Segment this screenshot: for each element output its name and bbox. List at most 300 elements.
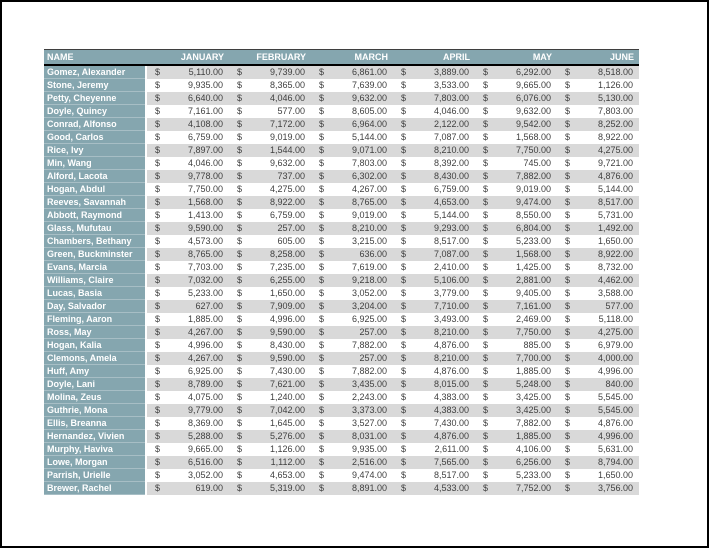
column-header-name[interactable]: NAME — [47, 52, 74, 62]
employee-name-cell[interactable]: Brewer, Rachel — [44, 482, 145, 495]
month-value-cell[interactable] — [557, 482, 639, 495]
month-value-cell[interactable] — [311, 443, 393, 456]
month-value-cell[interactable] — [147, 391, 229, 404]
month-value-cell[interactable] — [557, 209, 639, 222]
month-value-cell[interactable] — [229, 313, 311, 326]
month-value-cell[interactable] — [311, 404, 393, 417]
employee-name-cell[interactable]: Day, Salvador — [44, 300, 145, 313]
month-value-cell[interactable] — [147, 170, 229, 183]
month-value-cell[interactable] — [311, 313, 393, 326]
month-value-cell[interactable] — [229, 456, 311, 469]
employee-name-cell[interactable]: Hernandez, Vivien — [44, 430, 145, 443]
month-value-cell[interactable] — [475, 66, 557, 79]
employee-name-cell[interactable]: Guthrie, Mona — [44, 404, 145, 417]
amount-value: 9,474.00 — [351, 470, 387, 480]
month-value-cell[interactable] — [229, 300, 311, 313]
month-value-cell[interactable] — [229, 196, 311, 209]
currency-symbol: $ — [319, 132, 325, 142]
month-value-cell[interactable] — [475, 105, 557, 118]
table-row — [44, 443, 639, 456]
currency-symbol: $ — [237, 431, 243, 441]
month-value-cell[interactable] — [311, 287, 393, 300]
table-body — [44, 66, 639, 495]
month-value-cell[interactable] — [475, 261, 557, 274]
month-value-cell[interactable] — [475, 417, 557, 430]
amount-value: 5,106.00 — [433, 275, 469, 285]
month-value-cell[interactable] — [229, 339, 311, 352]
month-value-cell[interactable] — [557, 287, 639, 300]
employee-name-cell[interactable]: Molina, Zeus — [44, 391, 145, 404]
month-value-cell[interactable] — [393, 235, 475, 248]
month-value-cell[interactable] — [475, 313, 557, 326]
employee-name-cell[interactable]: Lucas, Basia — [44, 287, 145, 300]
month-value-cell[interactable] — [229, 287, 311, 300]
month-value-cell[interactable] — [147, 222, 229, 235]
month-value-cell[interactable] — [393, 482, 475, 495]
amount-value: 8,517.00 — [433, 236, 469, 246]
month-value-cell[interactable] — [229, 248, 311, 261]
month-value-cell[interactable] — [229, 105, 311, 118]
month-value-cell[interactable] — [393, 131, 475, 144]
month-value-cell[interactable] — [311, 417, 393, 430]
column-header-june[interactable]: JUNE — [609, 52, 634, 62]
employee-name-cell[interactable]: Fleming, Aaron — [44, 313, 145, 326]
month-value-cell[interactable] — [311, 157, 393, 170]
month-value-cell[interactable] — [393, 261, 475, 274]
employee-name-cell[interactable]: Williams, Claire — [44, 274, 145, 287]
month-value-cell[interactable] — [229, 131, 311, 144]
month-value-cell[interactable] — [393, 313, 475, 326]
currency-symbol: $ — [319, 275, 325, 285]
month-value-cell[interactable] — [393, 469, 475, 482]
currency-symbol: $ — [237, 444, 243, 454]
currency-symbol: $ — [155, 444, 161, 454]
month-value-cell[interactable] — [393, 196, 475, 209]
currency-symbol: $ — [319, 418, 325, 428]
currency-symbol: $ — [237, 93, 243, 103]
employee-name-cell[interactable]: Alford, Lacota — [44, 170, 145, 183]
month-value-cell[interactable] — [475, 183, 557, 196]
month-value-cell[interactable] — [557, 404, 639, 417]
employee-name-cell[interactable]: Murphy, Haviva — [44, 443, 145, 456]
amount-value: 3,493.00 — [433, 314, 469, 324]
month-value-cell[interactable] — [147, 248, 229, 261]
month-value-cell[interactable] — [557, 157, 639, 170]
month-value-cell[interactable] — [311, 274, 393, 287]
month-value-cell[interactable] — [475, 326, 557, 339]
month-value-cell[interactable] — [229, 443, 311, 456]
month-value-cell[interactable] — [311, 248, 393, 261]
month-value-cell[interactable] — [557, 339, 639, 352]
month-value-cell[interactable] — [557, 456, 639, 469]
currency-symbol: $ — [319, 314, 325, 324]
employee-name-cell[interactable]: Lowe, Morgan — [44, 456, 145, 469]
amount-value: 4,573.00 — [187, 236, 223, 246]
month-value-cell[interactable] — [147, 365, 229, 378]
month-value-cell[interactable] — [229, 417, 311, 430]
month-value-cell[interactable] — [393, 144, 475, 157]
month-value-cell[interactable] — [393, 365, 475, 378]
month-value-cell[interactable] — [147, 131, 229, 144]
month-value-cell[interactable] — [147, 287, 229, 300]
month-value-cell[interactable] — [475, 157, 557, 170]
currency-symbol: $ — [237, 418, 243, 428]
month-value-cell[interactable] — [475, 300, 557, 313]
month-value-cell[interactable] — [475, 144, 557, 157]
amount-value: 4,275.00 — [269, 184, 305, 194]
month-value-cell[interactable] — [229, 352, 311, 365]
month-value-cell[interactable] — [393, 326, 475, 339]
month-value-cell[interactable] — [311, 92, 393, 105]
amount-value: 4,653.00 — [433, 197, 469, 207]
month-value-cell[interactable] — [311, 131, 393, 144]
amount-value: 9,293.00 — [433, 223, 469, 233]
month-value-cell[interactable] — [475, 79, 557, 92]
currency-symbol: $ — [483, 106, 489, 116]
amount-value: 1,650.00 — [269, 288, 305, 298]
table-row — [44, 209, 639, 222]
month-value-cell[interactable] — [393, 209, 475, 222]
month-value-cell[interactable] — [393, 274, 475, 287]
month-value-cell[interactable] — [475, 456, 557, 469]
month-value-cell[interactable] — [557, 79, 639, 92]
month-value-cell[interactable] — [557, 313, 639, 326]
column-header-march[interactable]: MARCH — [354, 52, 388, 62]
column-header-may[interactable]: MAY — [532, 52, 552, 62]
month-value-cell[interactable] — [393, 456, 475, 469]
month-value-cell[interactable] — [475, 482, 557, 495]
month-value-cell[interactable] — [475, 352, 557, 365]
month-value-cell[interactable] — [393, 92, 475, 105]
month-value-cell[interactable] — [393, 183, 475, 196]
amount-value: 7,639.00 — [351, 80, 387, 90]
month-value-cell[interactable] — [475, 430, 557, 443]
currency-symbol: $ — [237, 249, 243, 259]
month-value-cell[interactable] — [475, 443, 557, 456]
month-value-cell[interactable] — [229, 209, 311, 222]
month-value-cell[interactable] — [557, 235, 639, 248]
month-value-cell[interactable] — [147, 326, 229, 339]
month-value-cell[interactable] — [229, 482, 311, 495]
month-value-cell[interactable] — [147, 274, 229, 287]
currency-symbol: $ — [483, 405, 489, 415]
month-value-cell[interactable] — [557, 105, 639, 118]
month-value-cell[interactable] — [147, 183, 229, 196]
month-value-cell[interactable] — [229, 92, 311, 105]
month-value-cell[interactable] — [147, 339, 229, 352]
column-header-april[interactable]: APRIL — [443, 52, 470, 62]
month-value-cell[interactable] — [475, 378, 557, 391]
month-value-cell[interactable] — [393, 300, 475, 313]
currency-symbol: $ — [565, 275, 571, 285]
month-value-cell[interactable] — [147, 92, 229, 105]
amount-value: 2,410.00 — [433, 262, 469, 272]
month-value-cell[interactable] — [475, 274, 557, 287]
month-value-cell[interactable] — [393, 105, 475, 118]
employee-name-cell[interactable]: Ellis, Breanna — [44, 417, 145, 430]
month-value-cell[interactable] — [557, 300, 639, 313]
employee-name-cell[interactable]: Good, Carlos — [44, 131, 145, 144]
month-value-cell[interactable] — [311, 196, 393, 209]
month-value-cell[interactable] — [557, 222, 639, 235]
month-value-cell[interactable] — [393, 417, 475, 430]
amount-value: 4,046.00 — [269, 93, 305, 103]
month-value-cell[interactable] — [147, 456, 229, 469]
employee-name-cell[interactable]: Ross, May — [44, 326, 145, 339]
month-value-cell[interactable] — [147, 352, 229, 365]
month-value-cell[interactable] — [393, 170, 475, 183]
month-value-cell[interactable] — [475, 404, 557, 417]
employee-name-cell[interactable]: Hogan, Abdul — [44, 183, 145, 196]
month-value-cell[interactable] — [311, 118, 393, 131]
month-value-cell[interactable] — [557, 261, 639, 274]
month-value-cell[interactable] — [147, 378, 229, 391]
month-value-cell[interactable] — [311, 235, 393, 248]
month-value-cell[interactable] — [475, 92, 557, 105]
currency-symbol: $ — [483, 314, 489, 324]
month-value-cell[interactable] — [557, 92, 639, 105]
month-value-cell[interactable] — [147, 313, 229, 326]
month-value-cell[interactable] — [393, 118, 475, 131]
month-value-cell[interactable] — [557, 248, 639, 261]
month-value-cell[interactable] — [229, 391, 311, 404]
month-value-cell[interactable] — [557, 352, 639, 365]
employee-name-cell[interactable]: Clemons, Amela — [44, 352, 145, 365]
month-value-cell[interactable] — [311, 261, 393, 274]
month-value-cell[interactable] — [147, 196, 229, 209]
currency-symbol: $ — [237, 275, 243, 285]
month-value-cell[interactable] — [557, 131, 639, 144]
month-value-cell[interactable] — [147, 66, 229, 79]
month-value-cell[interactable] — [229, 326, 311, 339]
month-value-cell[interactable] — [229, 261, 311, 274]
employee-name-cell[interactable]: Rice, Ivy — [44, 144, 145, 157]
month-value-cell[interactable] — [311, 183, 393, 196]
month-value-cell[interactable] — [475, 287, 557, 300]
month-value-cell[interactable] — [147, 118, 229, 131]
amount-value: 737.00 — [277, 171, 305, 181]
month-value-cell[interactable] — [311, 326, 393, 339]
month-value-cell[interactable] — [557, 365, 639, 378]
month-value-cell[interactable] — [393, 404, 475, 417]
amount-value: 9,019.00 — [269, 132, 305, 142]
month-value-cell[interactable] — [311, 469, 393, 482]
month-value-cell[interactable] — [311, 79, 393, 92]
month-value-cell[interactable] — [557, 274, 639, 287]
month-value-cell[interactable] — [147, 417, 229, 430]
month-value-cell[interactable] — [475, 339, 557, 352]
month-value-cell[interactable] — [229, 404, 311, 417]
currency-symbol: $ — [401, 158, 407, 168]
table-row — [44, 378, 639, 391]
employee-name-cell[interactable]: Abbott, Raymond — [44, 209, 145, 222]
month-value-cell[interactable] — [311, 300, 393, 313]
employee-monthly-table — [44, 49, 639, 495]
month-value-cell[interactable] — [229, 235, 311, 248]
currency-symbol: $ — [483, 210, 489, 220]
month-value-cell[interactable] — [393, 443, 475, 456]
employee-name-cell[interactable]: Min, Wang — [44, 157, 145, 170]
month-value-cell[interactable] — [557, 118, 639, 131]
month-value-cell[interactable] — [311, 66, 393, 79]
month-value-cell[interactable] — [557, 391, 639, 404]
month-value-cell[interactable] — [147, 235, 229, 248]
currency-symbol: $ — [155, 353, 161, 363]
month-value-cell[interactable] — [147, 157, 229, 170]
amount-value: 4,996.00 — [187, 340, 223, 350]
currency-symbol: $ — [319, 262, 325, 272]
month-value-cell[interactable] — [147, 482, 229, 495]
month-value-cell[interactable] — [229, 430, 311, 443]
month-value-cell[interactable] — [311, 456, 393, 469]
amount-value: 8,430.00 — [433, 171, 469, 181]
amount-value: 1,413.00 — [187, 210, 223, 220]
employee-name-cell[interactable]: Hogan, Kalia — [44, 339, 145, 352]
month-value-cell[interactable] — [229, 222, 311, 235]
currency-symbol: $ — [401, 145, 407, 155]
employee-name-cell[interactable]: Reeves, Savannah — [44, 196, 145, 209]
currency-symbol: $ — [401, 457, 407, 467]
month-value-cell[interactable] — [475, 118, 557, 131]
month-value-cell[interactable] — [475, 365, 557, 378]
currency-symbol: $ — [237, 145, 243, 155]
month-value-cell[interactable] — [229, 79, 311, 92]
month-value-cell[interactable] — [557, 170, 639, 183]
month-value-cell[interactable] — [557, 417, 639, 430]
employee-name-cell[interactable]: Chambers, Bethany — [44, 235, 145, 248]
amount-value: 3,756.00 — [597, 483, 633, 493]
column-header-january[interactable]: JANUARY — [180, 52, 224, 62]
employee-name-cell[interactable]: Evans, Marcia — [44, 261, 145, 274]
currency-symbol: $ — [483, 392, 489, 402]
month-value-cell[interactable] — [147, 144, 229, 157]
month-value-cell[interactable] — [311, 365, 393, 378]
employee-name-cell[interactable]: Glass, Mufutau — [44, 222, 145, 235]
month-value-cell[interactable] — [311, 482, 393, 495]
month-value-cell[interactable] — [229, 170, 311, 183]
amount-value: 6,516.00 — [187, 457, 223, 467]
employee-name-cell[interactable]: Doyle, Quincy — [44, 105, 145, 118]
month-value-cell[interactable] — [311, 170, 393, 183]
month-value-cell[interactable] — [393, 157, 475, 170]
employee-name-cell[interactable]: Stone, Jeremy — [44, 79, 145, 92]
month-value-cell[interactable] — [475, 196, 557, 209]
month-value-cell[interactable] — [475, 248, 557, 261]
month-value-cell[interactable] — [311, 352, 393, 365]
employee-name-cell[interactable]: Petty, Cheyenne — [44, 92, 145, 105]
table-row — [44, 131, 639, 144]
month-value-cell[interactable] — [557, 469, 639, 482]
month-value-cell[interactable] — [147, 79, 229, 92]
month-value-cell[interactable] — [557, 443, 639, 456]
currency-symbol: $ — [237, 483, 243, 493]
employee-name-cell[interactable]: Green, Buckminster — [44, 248, 145, 261]
currency-symbol: $ — [155, 93, 161, 103]
employee-name-cell[interactable]: Huff, Amy — [44, 365, 145, 378]
month-value-cell[interactable] — [393, 222, 475, 235]
month-value-cell[interactable] — [311, 391, 393, 404]
month-value-cell[interactable] — [393, 287, 475, 300]
month-value-cell[interactable] — [557, 196, 639, 209]
currency-symbol: $ — [155, 301, 161, 311]
month-value-cell[interactable] — [393, 391, 475, 404]
month-value-cell[interactable] — [475, 469, 557, 482]
employee-name-cell[interactable]: Gomez, Alexander — [44, 66, 145, 79]
currency-symbol: $ — [565, 366, 571, 376]
month-value-cell[interactable] — [475, 235, 557, 248]
month-value-cell[interactable] — [475, 209, 557, 222]
month-value-cell[interactable] — [557, 144, 639, 157]
month-value-cell[interactable] — [311, 430, 393, 443]
month-value-cell[interactable] — [557, 183, 639, 196]
month-value-cell[interactable] — [229, 274, 311, 287]
month-value-cell[interactable] — [557, 326, 639, 339]
month-value-cell[interactable] — [475, 170, 557, 183]
amount-value: 5,288.00 — [187, 431, 223, 441]
month-value-cell[interactable] — [311, 144, 393, 157]
month-value-cell[interactable] — [147, 105, 229, 118]
amount-value: 8,258.00 — [269, 249, 305, 259]
month-value-cell[interactable] — [393, 378, 475, 391]
month-value-cell[interactable] — [557, 66, 639, 79]
column-header-february[interactable]: FEBRUARY — [256, 52, 306, 62]
employee-name-cell[interactable]: Doyle, Lani — [44, 378, 145, 391]
month-value-cell[interactable] — [147, 209, 229, 222]
month-value-cell[interactable] — [147, 443, 229, 456]
month-value-cell[interactable] — [393, 248, 475, 261]
month-value-cell[interactable] — [393, 352, 475, 365]
month-value-cell[interactable] — [393, 339, 475, 352]
month-value-cell[interactable] — [229, 378, 311, 391]
month-value-cell[interactable] — [557, 430, 639, 443]
month-value-cell[interactable] — [147, 261, 229, 274]
month-value-cell[interactable] — [147, 300, 229, 313]
currency-symbol: $ — [237, 301, 243, 311]
month-value-cell[interactable] — [147, 430, 229, 443]
month-value-cell[interactable] — [229, 66, 311, 79]
month-value-cell[interactable] — [311, 105, 393, 118]
amount-value: 5,731.00 — [597, 210, 633, 220]
month-value-cell[interactable] — [229, 118, 311, 131]
month-value-cell[interactable] — [475, 131, 557, 144]
month-value-cell[interactable] — [475, 222, 557, 235]
amount-value: 636.00 — [359, 249, 387, 259]
month-value-cell[interactable] — [311, 209, 393, 222]
month-value-cell[interactable] — [557, 378, 639, 391]
employee-name-cell[interactable]: Parrish, Urielle — [44, 469, 145, 482]
month-value-cell[interactable] — [475, 391, 557, 404]
month-value-cell[interactable] — [229, 157, 311, 170]
month-value-cell[interactable] — [311, 339, 393, 352]
table-row — [44, 144, 639, 157]
month-value-cell[interactable] — [229, 365, 311, 378]
month-value-cell[interactable] — [229, 469, 311, 482]
month-value-cell[interactable] — [393, 66, 475, 79]
month-value-cell[interactable] — [393, 79, 475, 92]
month-value-cell[interactable] — [229, 144, 311, 157]
currency-symbol: $ — [155, 275, 161, 285]
currency-symbol: $ — [237, 457, 243, 467]
table-row — [44, 261, 639, 274]
month-value-cell[interactable] — [393, 430, 475, 443]
employee-name-cell[interactable]: Conrad, Alfonso — [44, 118, 145, 131]
table-row — [44, 235, 639, 248]
month-value-cell[interactable] — [311, 222, 393, 235]
month-value-cell[interactable] — [311, 378, 393, 391]
month-value-cell[interactable] — [147, 469, 229, 482]
month-value-cell[interactable] — [229, 183, 311, 196]
month-value-cell[interactable] — [147, 404, 229, 417]
